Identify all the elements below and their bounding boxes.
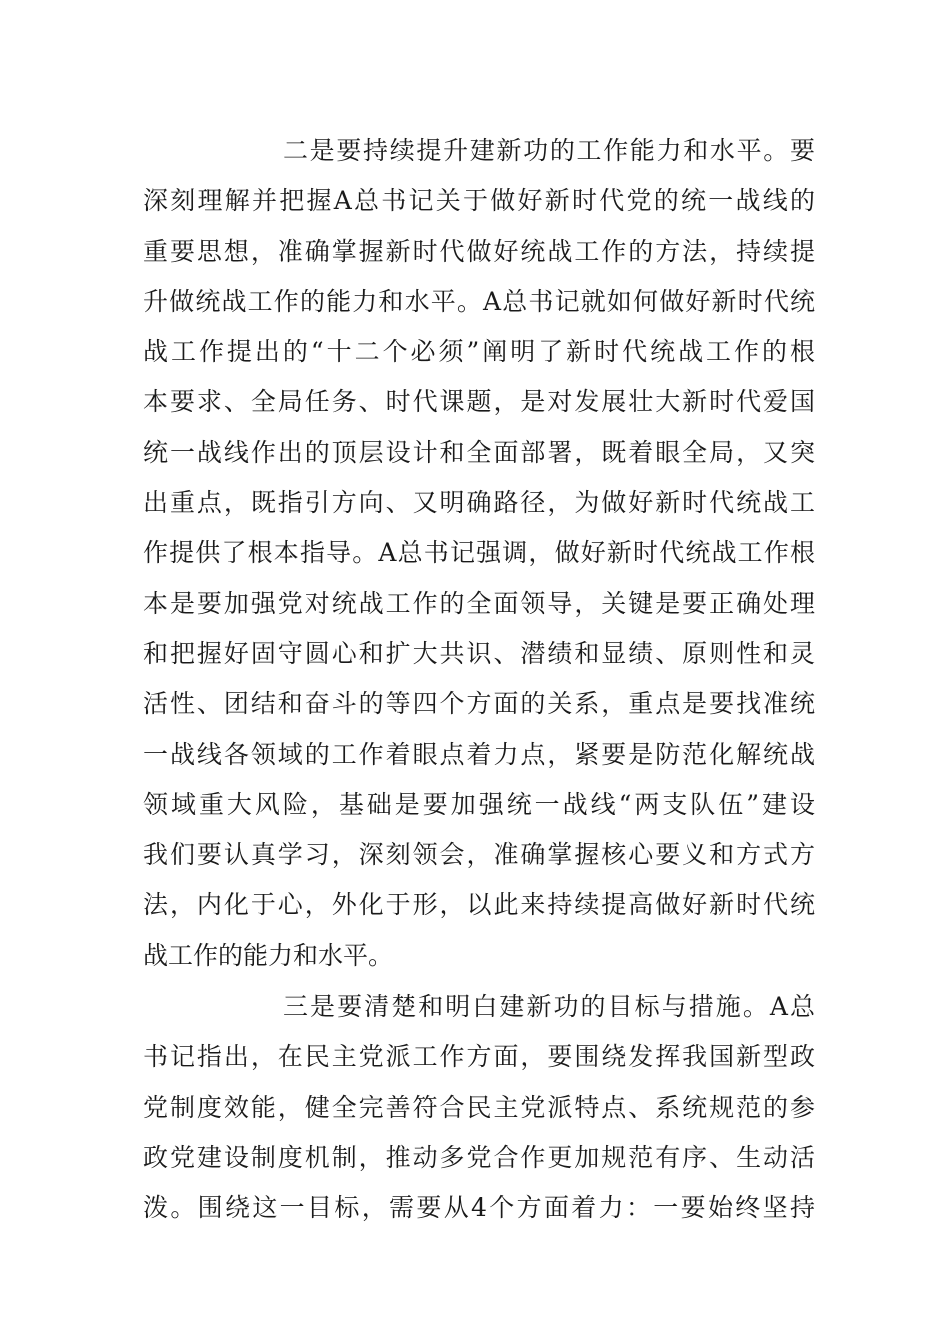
paragraph-line: 深刻理解并把握A总书记关于做好新时代党的统一战线的 [143, 186, 815, 216]
paragraph-line: 政党建设制度机制，推动多党合作更加规范有序、生动活 [143, 1142, 815, 1172]
paragraph-line: 法，内化于心，外化于形，以此来持续提高做好新时代统 [143, 890, 815, 920]
paragraph-line: 作提供了根本指导。A总书记强调，做好新时代统战工作根 [143, 538, 815, 568]
paragraph-line: 活性、团结和奋斗的等四个方面的关系，重点是要找准统 [143, 689, 815, 719]
paragraph-line: 本要求、全局任务、时代课题，是对发展壮大新时代爱国 [143, 387, 815, 417]
paragraph-line: 和把握好固守圆心和扩大共识、潜绩和显绩、原则性和灵 [143, 638, 815, 668]
paragraph-line: 一战线各领域的工作着眼点着力点，紧要是防范化解统战 [143, 739, 815, 769]
paragraph-capability [143, 126, 815, 981]
paragraph-line: 统一战线作出的顶层设计和全面部署，既着眼全局，又突 [143, 437, 815, 467]
paragraph-line: 三是要清楚和明白建新功的目标与措施。A总 [283, 992, 815, 1021]
paragraph-line: 战工作的能力和水平。 [143, 940, 394, 970]
paragraph-line: 出重点，既指引方向、又明确路径，为做好新时代统战工 [143, 488, 815, 518]
paragraph-line: 党制度效能，健全完善符合民主党派特点、系统规范的参 [143, 1092, 815, 1122]
paragraph-line: 重要思想，准确掌握新时代做好统战工作的方法，持续提 [143, 236, 815, 266]
paragraph-line: 二是要持续提升建新功的工作能力和水平。要 [283, 136, 815, 165]
paragraph-line: 本是要加强党对统战工作的全面领导，关键是要正确处理 [143, 588, 815, 618]
paragraph-line: 泼。围绕这一目标，需要从4个方面着力：一要始终坚持 [143, 1193, 815, 1223]
paragraph-line: 我们要认真学习，深刻领会，准确掌握核心要义和方式方 [143, 840, 815, 870]
paragraph-goals-measures [143, 982, 815, 1233]
paragraph-line: 战工作提出的“十二个必须”阐明了新时代统战工作的根 [143, 337, 815, 367]
paragraph-line: 升做统战工作的能力和水平。A总书记就如何做好新时代统 [143, 286, 815, 316]
paragraph-line: 领域重大风险，基础是要加强统一战线“两支队伍”建设 [143, 789, 815, 819]
paragraph-line: 书记指出，在民主党派工作方面，要围绕发挥我国新型政 [143, 1042, 815, 1072]
